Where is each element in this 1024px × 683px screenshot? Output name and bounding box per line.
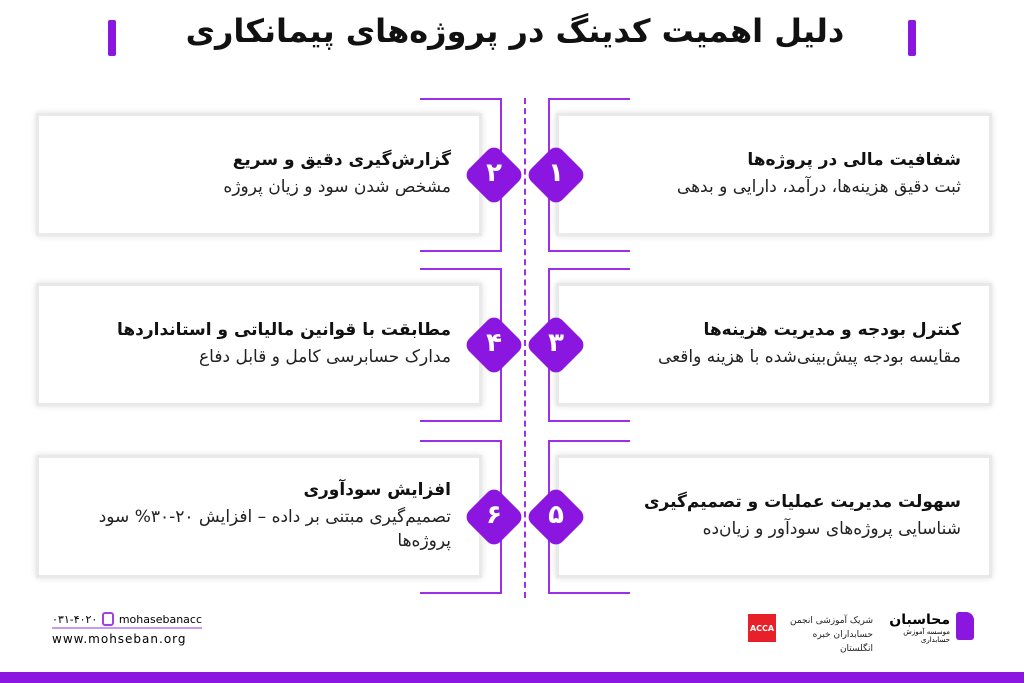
brand-icon (956, 612, 974, 640)
reason-title: مطابقت با قوانین مالیاتی و استانداردها (116, 319, 451, 340)
instagram-icon (102, 612, 113, 626)
phone: ۰۳۱-۴۰۲۰ (52, 612, 98, 626)
reason-desc: مشخص شدن سود و زیان پروژه (223, 176, 451, 197)
reason-desc: مقایسه بودجه پیش‌بینی‌شده با هزینه واقعی (657, 346, 961, 367)
number-label: ۵ (548, 500, 564, 530)
brand-sub: موسسه آموزش حسابداری (903, 628, 950, 644)
reason-card (36, 455, 482, 578)
number-label: ۴ (486, 328, 502, 358)
footer-divider (52, 627, 202, 629)
number-label: ۳ (548, 328, 564, 358)
number-label: ۲ (486, 158, 502, 188)
partner-line2: حسابداران خبره انگلستان (812, 630, 873, 654)
reason-card (36, 113, 482, 236)
reason-title: گزارش‌گیری دقیق و سریع (232, 149, 451, 170)
number-label: ۱ (548, 158, 564, 188)
brand-logo (878, 612, 950, 644)
brand-name: محاسبان (889, 612, 950, 628)
title-bar-left (108, 20, 116, 56)
partner-text (778, 614, 873, 656)
number-label: ۶ (486, 500, 502, 530)
partner-line1: شریک آموزشی انجمن (789, 616, 873, 626)
reason-desc: تصمیم‌گیری مبتنی بر داده – افزایش ۲۰-۳۰% سود پروژه‌ها (98, 506, 451, 551)
title-bar-right (908, 20, 916, 56)
page-title: دلیل اهمیت کدینگ در پروژه‌های پیمانکاری (185, 12, 845, 50)
contact-line (52, 612, 202, 626)
website-link[interactable]: www.mohseban.org (52, 632, 187, 646)
reason-title: کنترل بودجه و مدیریت هزینه‌ها (703, 319, 961, 340)
instagram-handle: mohasebanacc (118, 612, 202, 626)
reason-desc: شناسایی پروژه‌های سودآور و زیان‌ده (702, 518, 961, 539)
reason-title: شفافیت مالی در پروژه‌ها (747, 149, 961, 170)
reason-title: افزایش سودآوری (303, 479, 451, 500)
reason-card (36, 283, 482, 406)
acca-logo: ACCA (748, 614, 776, 642)
reason-card (556, 113, 992, 236)
reason-desc: ثبت دقیق هزینه‌ها، درآمد، دارایی و بدهی (676, 176, 961, 197)
reason-card (556, 455, 992, 578)
reason-title: سهولت مدیریت عملیات و تصمیم‌گیری (643, 491, 961, 512)
reason-desc: مدارک حسابرسی کامل و قابل دفاع (199, 346, 451, 367)
footer-bar (0, 672, 1024, 683)
reason-card (556, 283, 992, 406)
